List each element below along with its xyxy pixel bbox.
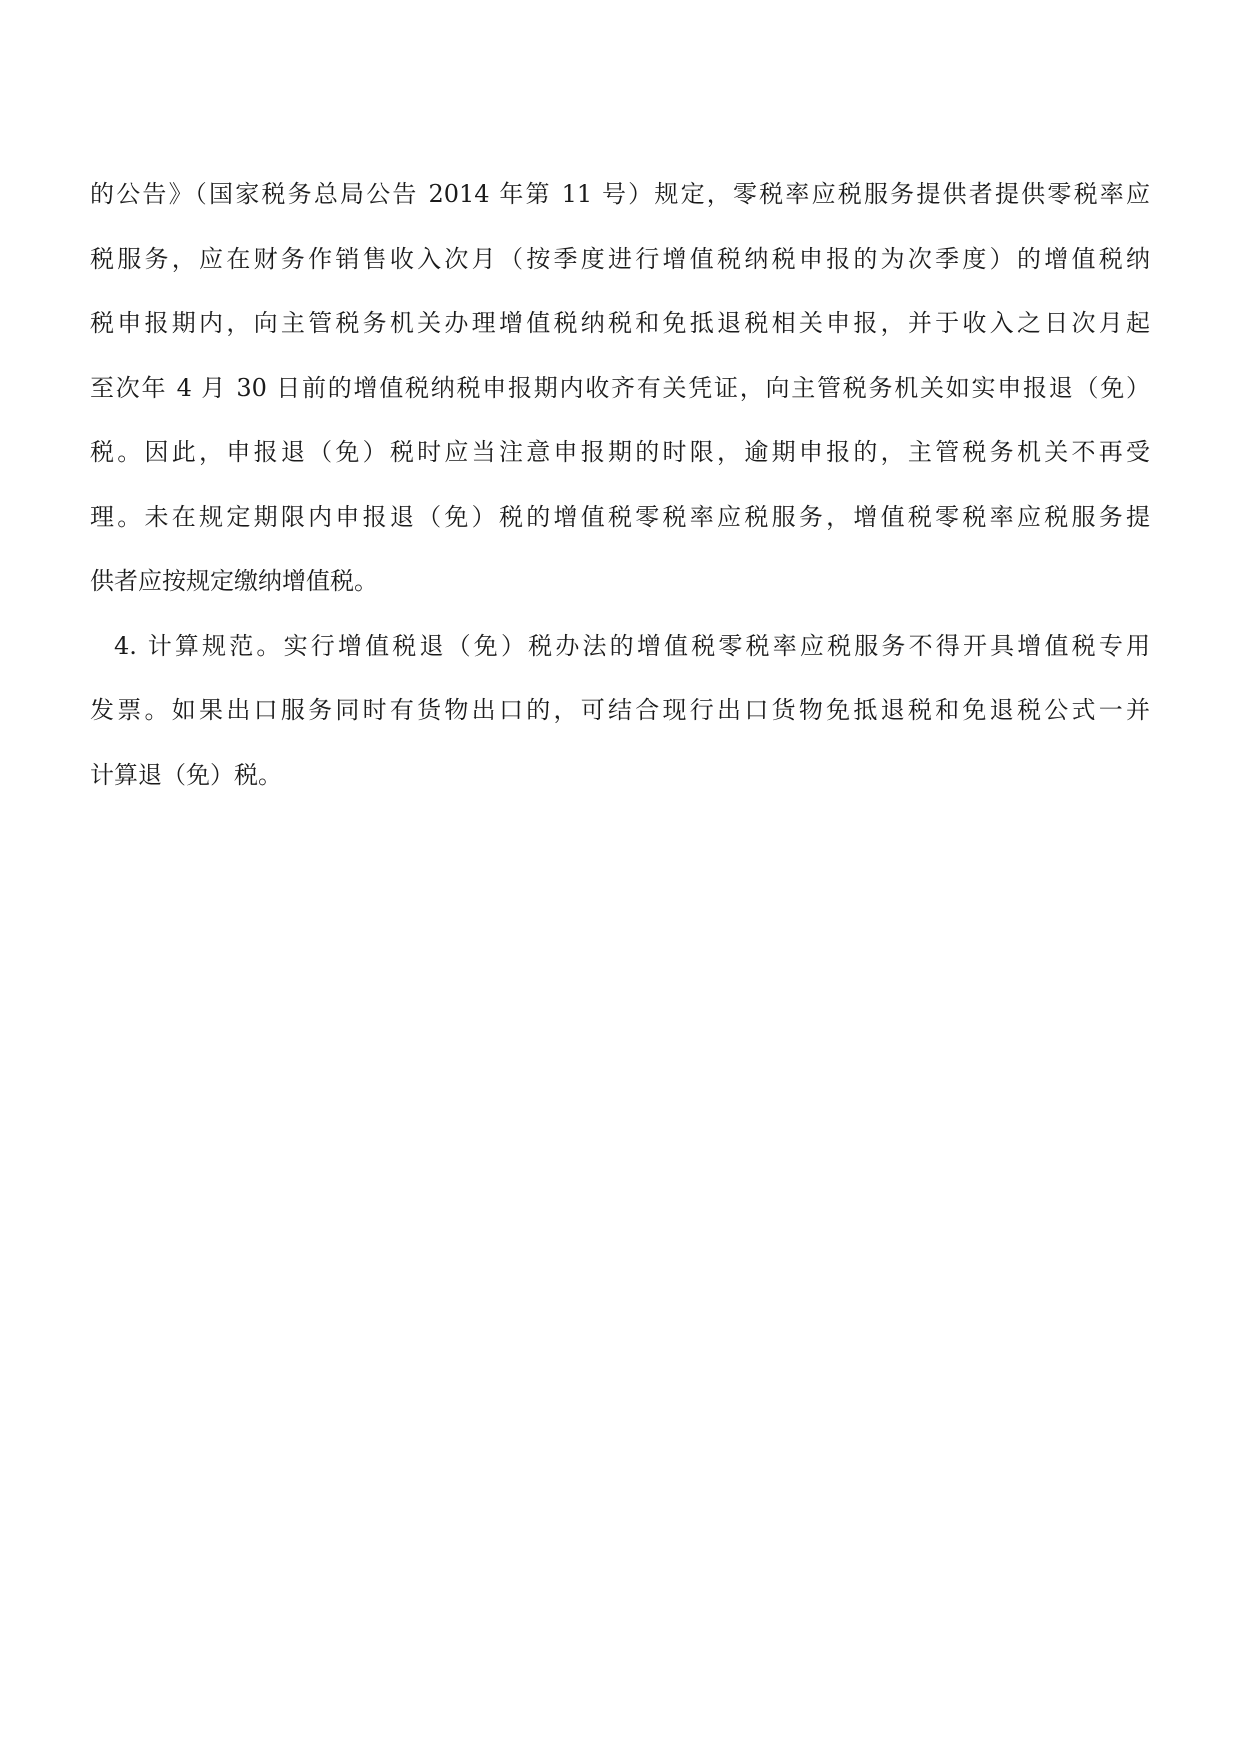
paragraph-calculation-rules: [90, 614, 1150, 808]
text-line: 发票。如果出口服务同时有货物出口的，可结合现行出口货物免抵退税和免退税公式一并: [90, 696, 1150, 724]
text-line: 税服务，应在财务作销售收入次月（按季度进行增值税纳税申报的为次季度）的增值税纳: [90, 244, 1150, 273]
text-line: 税。因此，申报退（免）税时应当注意申报期的时限，逾期申报的，主管税务机关不再受: [90, 438, 1150, 466]
text-line: 的公告》（国家税务总局公告 2014 年第 11 号）规定，零税率应税服务提供者提供零税率应: [90, 180, 1150, 208]
text-line: 理。未在规定期限内申报退（免）税的增值税零税率应税服务，增值税零税率应税服务提: [90, 502, 1150, 531]
text-line: 税申报期内，向主管税务机关办理增值税纳税和免抵退税相关申报，并于收入之日次月起: [90, 309, 1150, 337]
document-body: [90, 162, 1150, 807]
text-line: 4. 计算规范。实行增值税退（免）税办法的增值税零税率应税服务不得开具增值税专用: [114, 631, 1150, 660]
text-line: 至次年 4 月 30 日前的增值税纳税申报期内收齐有关凭证，向主管税务机关如实申报退（免）: [90, 373, 1150, 402]
text-line: 供者应按规定缴纳增值税。: [90, 567, 378, 595]
paragraph-zero-rate-declaration: [90, 162, 1150, 614]
text-line: 计算退（免）税。: [90, 760, 282, 789]
